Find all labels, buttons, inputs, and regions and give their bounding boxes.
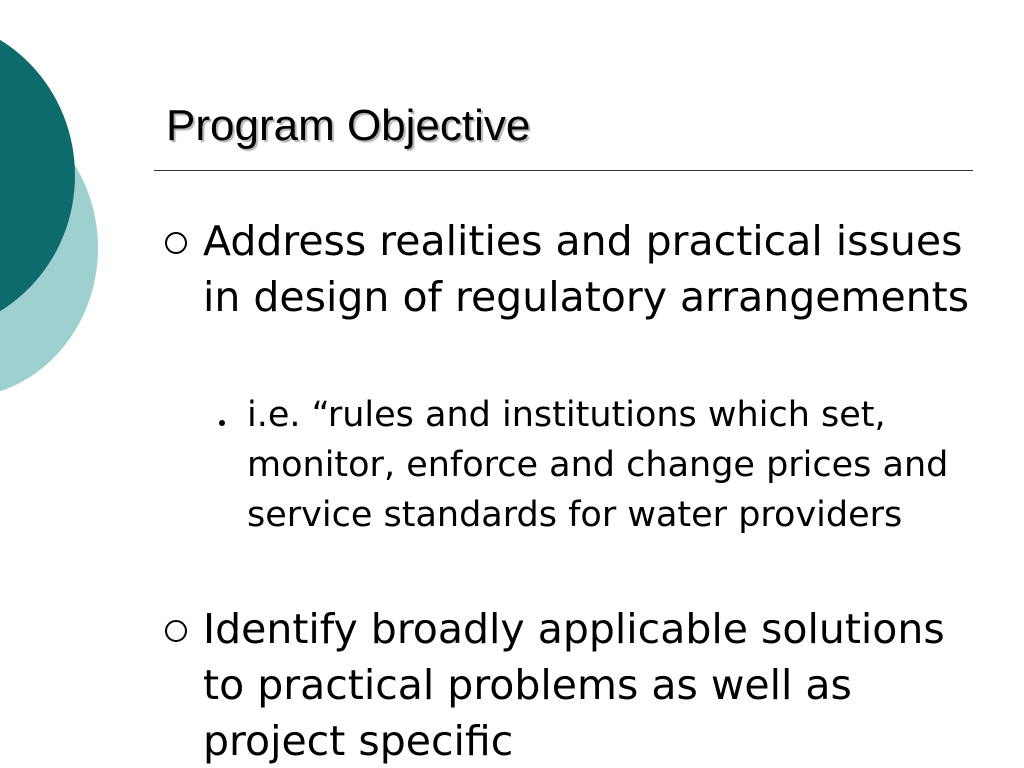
filled-dot-icon	[219, 420, 225, 426]
hollow-circle-icon	[165, 620, 187, 642]
sub-bullet-item: i.e. “rules and institutions which set, monitor, enforce and change prices and service standards for water providers	[247, 395, 949, 535]
bullet-item: Address realities and practical issues in design of regulatory arrangements	[203, 217, 970, 321]
bullet-item: Identify broadly applicable solutions to practical problems as well as project specific	[203, 605, 945, 765]
hollow-circle-icon	[165, 232, 187, 254]
slide-title: Program Objective	[166, 101, 531, 150]
